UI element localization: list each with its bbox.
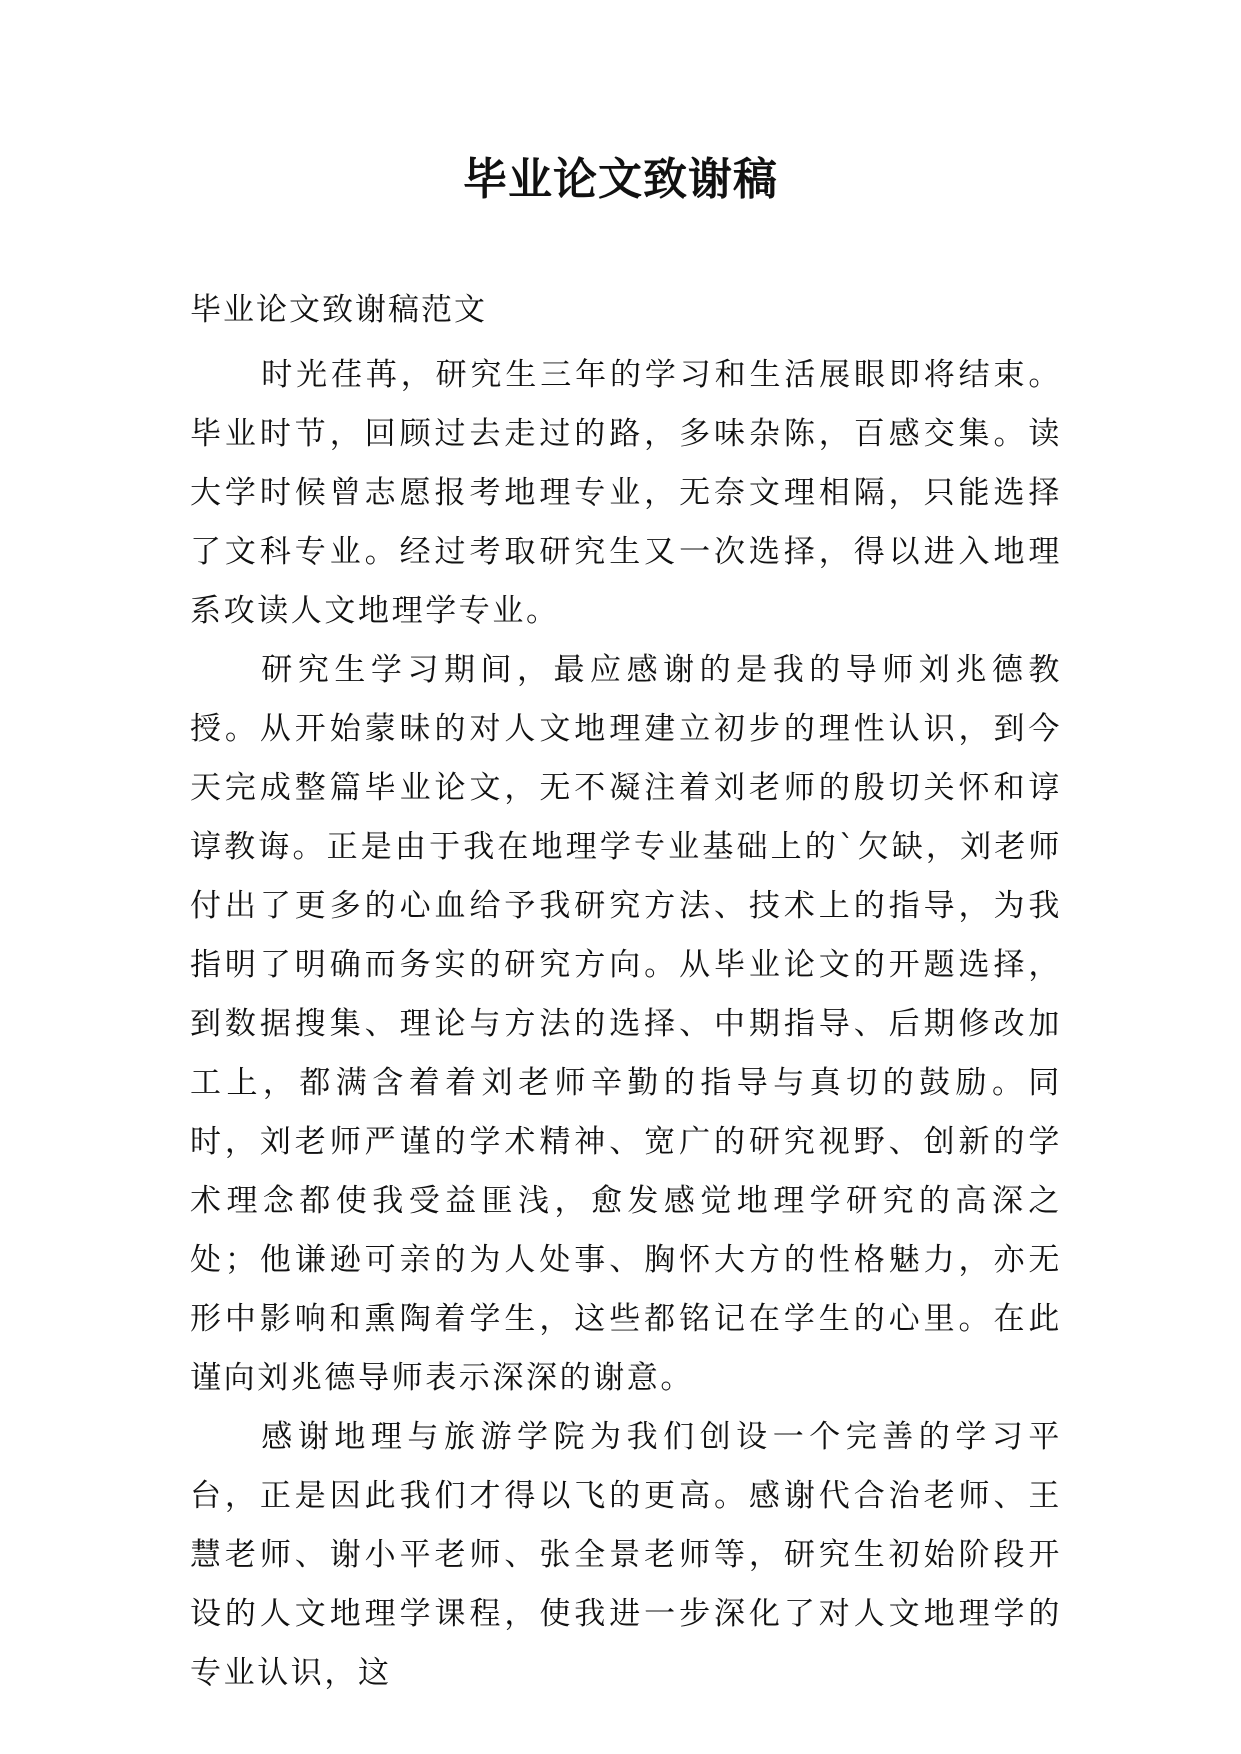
document-body (190, 346, 1062, 1703)
paragraph-2: 研究生学习期间，最应感谢的是我的导师刘兆德教授。从开始蒙昧的对人文地理建立初步的理性认识，到今天完成整篇毕业论文，无不凝注着刘老师的殷切关怀和谆谆教诲。正是由于我在地理学专业基础上的`欠缺，刘老师付出了更多的心血给予我研究方法、技术上的指导，为我指明了明确而务实的研究方向。从毕业论文的开题选择，到数据搜集、理论与方法的选择、中期指导、后期修改加工上，都满含着着刘老师辛勤的指导与真切的鼓励。同时，刘老师严谨的学术精神、宽广的研究视野、创新的学术理念都使我受益匪浅，愈发感觉地理学研究的高深之处；他谦逊可亲的为人处事、胸怀大方的性格魅力，亦无形中影响和熏陶着学生，这些都铭记在学生的心里。在此谨向刘兆德导师表示深深的谢意。 (190, 652, 1062, 1396)
document-subtitle: 毕业论文致谢稿范文 (190, 292, 487, 328)
document-title: 毕业论文致谢稿 (463, 154, 778, 205)
paragraph-3: 感谢地理与旅游学院为我们创设一个完善的学习平台，正是因此我们才得以飞的更高。感谢代合治老师、王慧老师、谢小平老师、张全景老师等，研究生初始阶段开设的人文地理学课程，使我进一步深化了对人文地理学的专业认识，这 (190, 1419, 1062, 1691)
paragraph-1: 时光荏苒，研究生三年的学习和生活展眼即将结束。毕业时节，回顾过去走过的路，多味杂陈，百感交集。读大学时候曾志愿报考地理专业，无奈文理相隔，只能选择了文科专业。经过考取研究生又一次选择，得以进入地理系攻读人文地理学专业。 (190, 357, 1062, 629)
